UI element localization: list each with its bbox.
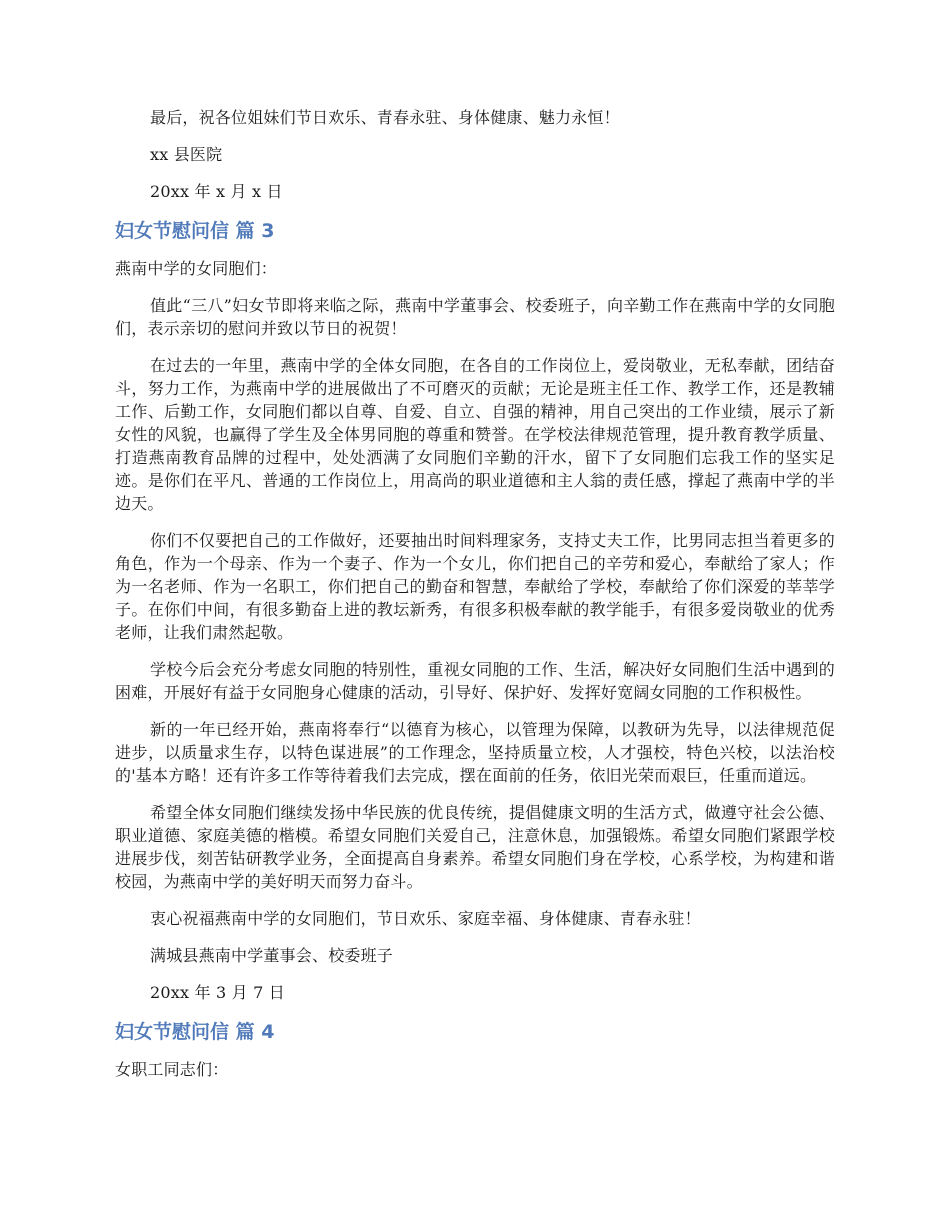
signature-school: 满城县燕南中学董事会、校委班子: [150, 946, 394, 965]
paragraph: 学校今后会充分考虑女同胞的特别性，重视女同胞的工作、生活，解决好女同胞们生活中遇到的困难，开展好有益于女同胞身心健康的活动，引导好、保护好、发挥好宽阔女同胞的工作积极性。: [115, 660, 835, 702]
section-heading-3: 妇女节慰问信 篇 3: [115, 220, 275, 242]
signature-hospital: xx 县医院: [150, 145, 223, 164]
paragraph: 希望全体女同胞们继续发扬中华民族的优良传统，提倡健康文明的生活方式，做遵守社会公德、职业道德、家庭美德的楷模。希望女同胞们关爱自己，注意休息，加强锻炼。希望女同胞们紧跟学校进展步伐，刻苦钻研教学业务，全面提高自身素养。希望女同胞们身在学校，心系学校，为构建和谐校园，为燕南中学的美好明天而努力奋斗。: [115, 803, 835, 891]
paragraph: 在过去的一年里，燕南中学的全体女同胞，在各自的工作岗位上，爱岗敬业，无私奉献，团结奋斗，努力工作，为燕南中学的进展做出了不可磨灭的贡献；无论是班主任工作、教学工作，还是教辅工作、后勤工作，女同胞们都以自尊、自爱、自立、自强的精神，用自己突出的工作业绩，展示了新女性的风貌，也赢得了学生及全体男同胞的尊重和赞誉。在学校法律规范管理，提升教育教学质量、打造燕南教育品牌的过程中，处处洒满了女同胞们辛勤的汗水，留下了女同胞们忘我工作的坚实足迹。是你们在平凡、普通的工作岗位上，用高尚的职业道德和主人翁的责任感，撑起了燕南中学的半边天。: [115, 356, 835, 513]
paragraph: 你们不仅要把自己的工作做好，还要抽出时间料理家务，支持丈夫工作，比男同志担当着更多的角色，作为一个母亲、作为一个妻子、作为一个女儿，你们把自己的辛劳和爱心，奉献给了家人；作为一名老师、作为一名职工，你们把自己的勤奋和智慧，奉献给了学校，奉献给了你们深爱的莘莘学子。在你们中间，有很多勤奋上进的教坛新秀，有很多积极奉献的教学能手，有很多爱岗敬业的优秀老师，让我们肃然起敬。: [115, 531, 835, 642]
closing-wish: 最后，祝各位姐妹们节日欢乐、青春永驻、身体健康、魅力永恒！: [150, 108, 620, 127]
section-heading-4: 妇女节慰问信 篇 4: [115, 1021, 275, 1043]
paragraph: 值此“三八”妇女节即将来临之际，燕南中学董事会、校委班子，向辛勤工作在燕南中学的女同胞们，表示亲切的慰问并致以节日的祝贺！: [115, 296, 835, 338]
paragraph: 衷心祝福燕南中学的女同胞们，节日欢乐、家庭幸福、身体健康、青春永驻！: [150, 909, 701, 928]
salutation-3: 燕南中学的女同胞们：: [115, 259, 278, 278]
letter-date: 20xx 年 x 月 x 日: [150, 182, 283, 201]
letter-date: 20xx 年 3 月 7 日: [150, 983, 285, 1002]
document-page: [115, 106, 835, 1081]
paragraph: 新的一年已经开始，燕南将奉行“以德育为核心，以管理为保障，以教研为先导，以法律规范促进步，以质量求生存，以特色谋进展”的工作理念，坚持质量立校，人才强校，特色兴校，以法治校的'基本方略！还有许多工作等待着我们去完成，摆在面前的任务，依旧光荣而艰巨，任重而道远。: [115, 720, 835, 785]
salutation-4: 女职工同志们：: [115, 1060, 229, 1079]
